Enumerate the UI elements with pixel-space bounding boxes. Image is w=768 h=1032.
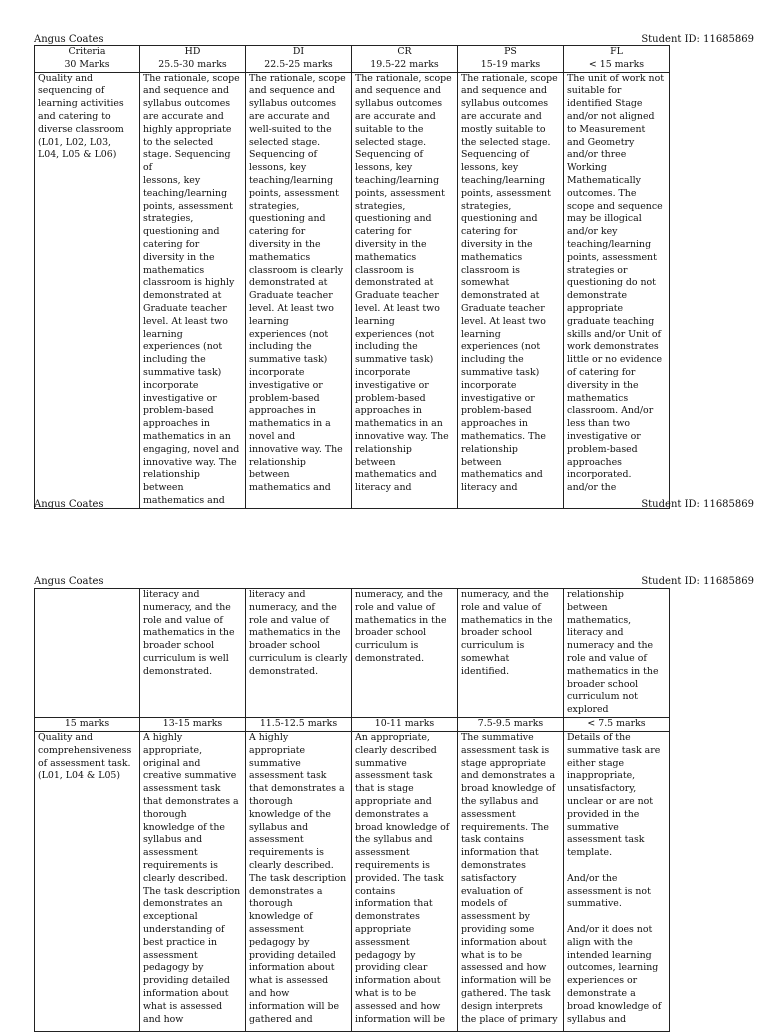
di-descriptor-cell: The rationale, scope and sequence and syllabus outcomes are accurate and well-suited to the selected stage. Sequencing of lessons, key teaching/learning points, assessment strategies, questioning and catering for diversity in the mathematics classroom is clearly demonstrated at Graduate teacher level. At least two learning experiences (not including the summative task) incorporate investigative or problem-based approaches in mathematics in a novel and innovative way. The relationship between mathematics and (246, 72, 352, 508)
criteria-cell (35, 589, 140, 718)
hd-descriptor-cell: literacy and numeracy, and the role and value of mathematics in the broader school curriculum is well demonstrated. (140, 589, 246, 718)
learning-activities-row (35, 72, 670, 508)
fl-descriptor-cell: relationship between mathematics, literacy and numeracy and the role and value of mathematics in the broader school curriculum not explored (564, 589, 670, 718)
di-descriptor-cell: literacy and numeracy, and the role and value of mathematics in the broader school curriculum is clearly demonstrated. (246, 589, 352, 718)
ps-descriptor-cell: The rationale, scope and sequence and syllabus outcomes are accurate and mostly suitable to the selected stage. Sequencing of lessons, key teaching/learning points, assessment strategies, questioning and catering for diversity in the mathematics classroom is somewhat demonstrated at Graduate teacher level. At least two learning experiences (not including the summative task) incorporate investigative or problem-based approaches in mathematics. The relationship between mathematics and literacy and (458, 72, 564, 508)
di-marks-cell: 11.5-12.5 marks (246, 717, 352, 731)
ps-marks-cell: 7.5-9.5 marks (458, 717, 564, 731)
criteria-cell: Quality and comprehensiveness of assessment task. (L01, L04 & L05) (35, 731, 140, 1031)
rubric-table-page2 (34, 588, 670, 1032)
continuation-row (35, 589, 670, 718)
rubric-table-page1 (34, 45, 670, 509)
fl-descriptor-cell: Details of the summative task are either stage inappropriate, unsatisfactory, unclear or are not provided in the summative assessment task template. And/or the assessment is not summative. And/or it does not align with the intended learning outcomes, learning experiences or demonstrate a broad knowledge of syllabus and (564, 731, 670, 1031)
di-header-cell: DI 22.5-25 marks (246, 46, 352, 73)
cr-descriptor-cell: numeracy, and the role and value of mathematics in the broader school curriculum is demonstrated. (352, 589, 458, 718)
fl-header-cell: FL < 15 marks (564, 46, 670, 73)
footer-student-id: Student ID: 11685869 (641, 499, 754, 510)
ps-header-cell: PS 15-19 marks (458, 46, 564, 73)
cr-descriptor-cell: The rationale, scope and sequence and syllabus outcomes are accurate and suitable to the selected stage. Sequencing of lessons, key teaching/learning points, assessment strategies, questioning and catering for diversity in the mathematics classroom is demonstrated at Graduate teacher level. At least two learning experiences (not including the summative task) incorporate investigative or problem-based approaches in mathematics in an innovative way. The relationship between mathematics and literacy and (352, 72, 458, 508)
ps-descriptor-cell: numeracy, and the role and value of mathematics in the broader school curriculum is somewhat identified. (458, 589, 564, 718)
fl-marks-cell: < 7.5 marks (564, 717, 670, 731)
footer-student-name: Angus Coates (34, 499, 104, 510)
cr-header-cell: CR 19.5-22 marks (352, 46, 458, 73)
criteria-cell: Quality and sequencing of learning activities and catering to diverse classroom (L01, L02, L03, L04, L05 & L06) (35, 72, 140, 508)
grade-header-row (35, 46, 670, 73)
cr-marks-cell: 10-11 marks (352, 717, 458, 731)
hd-marks-cell: 13-15 marks (140, 717, 246, 731)
ps-descriptor-cell: The summative assessment task is stage appropriate and demonstrates a broad knowledge of the syllabus and assessment requirements. The task contains information that demonstrates satisfactory evaluation of models of assessment by providing some information about what is to be assessed and how information will be gathered. The task design interprets the place of primary (458, 731, 564, 1031)
hd-descriptor-cell: A highly appropriate, original and creative summative assessment task that demonstrates a thorough knowledge of the syllabus and assessment requirements is clearly described. The task description demonstrates an exceptional understanding of best practice in assessment pedagogy by providing detailed information about what is assessed and how (140, 731, 246, 1031)
cr-descriptor-cell: An appropriate, clearly described summative assessment task that is stage appropriate and demonstrates a broad knowledge of the syllabus and assessment requirements is provided. The task contains information that demonstrates appropriate assessment pedagogy by providing clear information about what is to be assessed and how information will be (352, 731, 458, 1031)
marks-row (35, 717, 670, 731)
hd-header-cell: HD 25.5-30 marks (140, 46, 246, 73)
header-student-id: Student ID: 11685869 (641, 34, 754, 45)
hd-descriptor-cell: The rationale, scope and sequence and syllabus outcomes are accurate and highly appropriate to the selected stage. Sequencing of lessons, key teaching/learning points, assessment strategies, questioning and catering for diversity in the mathematics classroom is highly demonstrated at Graduate teacher level. At least two learning experiences (not including the summative task) incorporate investigative or problem-based approaches in mathematics in an engaging, novel and innovative way. The relationship between mathematics and (140, 72, 246, 508)
header-student-name: Angus Coates (34, 34, 104, 45)
header-student-name: Angus Coates (34, 576, 104, 587)
criteria-header-cell: Criteria 30 Marks (35, 46, 140, 73)
fl-descriptor-cell: The unit of work not suitable for identified Stage and/or not aligned to Measurement and Geometry and/or three Working Mathematically outcomes. The scope and sequence may be illogical and/or key teaching/learning points, assessment strategies or questioning do not demonstrate appropriate graduate teaching skills and/or Unit of work demonstrates little or no evidence of catering for diversity in the mathematics classroom. And/or less than two investigative or problem-based approaches incorporated. and/or the (564, 72, 670, 508)
assessment-task-row (35, 731, 670, 1031)
header-student-id: Student ID: 11685869 (641, 576, 754, 587)
total-marks-cell: 15 marks (35, 717, 140, 731)
di-descriptor-cell: A highly appropriate summative assessment task that demonstrates a thorough knowledge of the syllabus and assessment requirements is clearly described. The task description demonstrates a thorough knowledge of assessment pedagogy by providing detailed information about what is assessed and how information will be gathered and (246, 731, 352, 1031)
